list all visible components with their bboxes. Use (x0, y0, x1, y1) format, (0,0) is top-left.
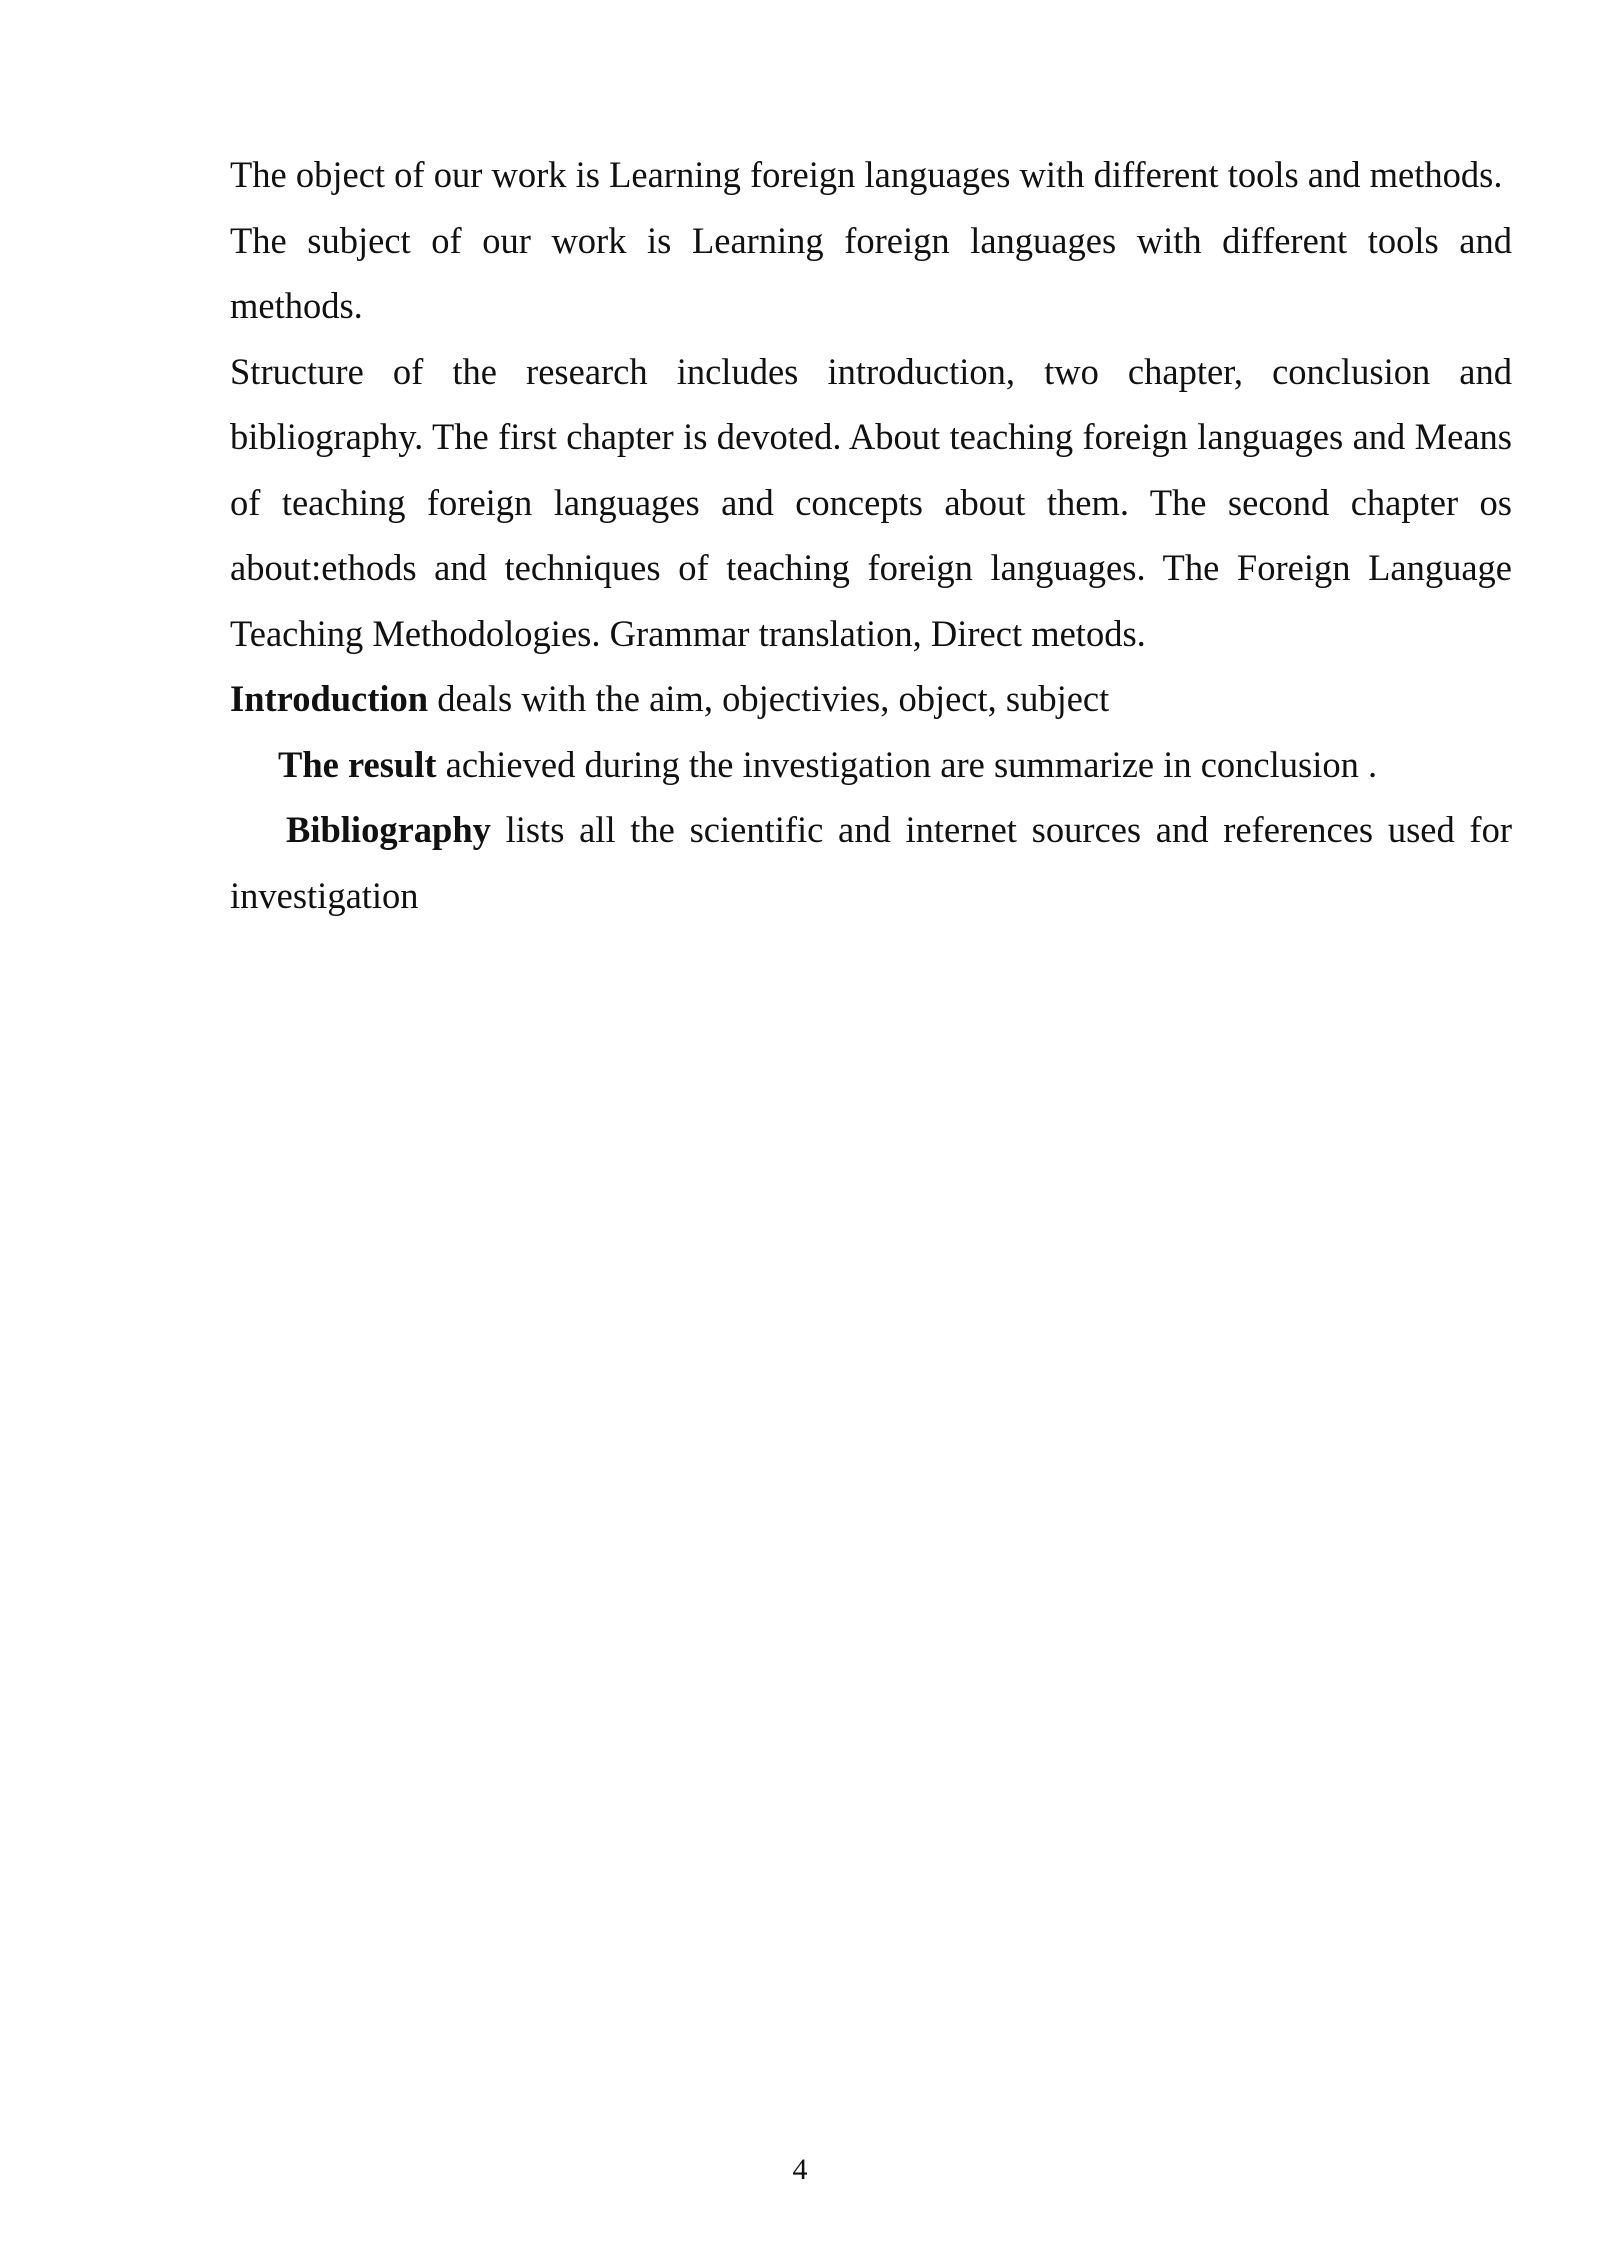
paragraph-bibliography (230, 797, 1512, 928)
paragraph-structure (230, 339, 1512, 667)
paragraph-object-text: The object of our work is Learning foreign languages with different tools and methods. (230, 154, 1503, 195)
page-number: 4 (792, 2153, 808, 2186)
paragraph-result (230, 732, 1512, 798)
result-heading: The result (278, 743, 437, 785)
paragraph-introduction (230, 666, 1512, 732)
paragraph-subject-text: The subject of our work is Learning foreign languages with different tools and methods. (230, 219, 1512, 326)
paragraph-subject (230, 208, 1512, 339)
paragraph-structure-text: Structure of the research includes introduction, two chapter, conclusion and bibliography. The first chapter is devoted. About teaching foreign languages and Means of teaching foreign languages and concepts about them. The second chapter os about:ethods and techniques of teaching foreign languages. The Foreign Language Teaching Methodologies. Grammar translation, Direct metods. (230, 350, 1512, 654)
paragraph-result-text: achieved during the investigation are summarize in conclusion . (436, 743, 1378, 785)
body-text (230, 142, 1512, 928)
paragraph-introduction-text: deals with the aim, objectivies, object, subject (428, 678, 1110, 719)
paragraph-bibliography-text: lists all the scientific and internet sources and references used for investigation (230, 809, 1512, 916)
introduction-heading: Introduction (230, 678, 429, 719)
paragraph-object (230, 142, 1512, 208)
bibliography-heading: Bibliography (286, 809, 491, 850)
